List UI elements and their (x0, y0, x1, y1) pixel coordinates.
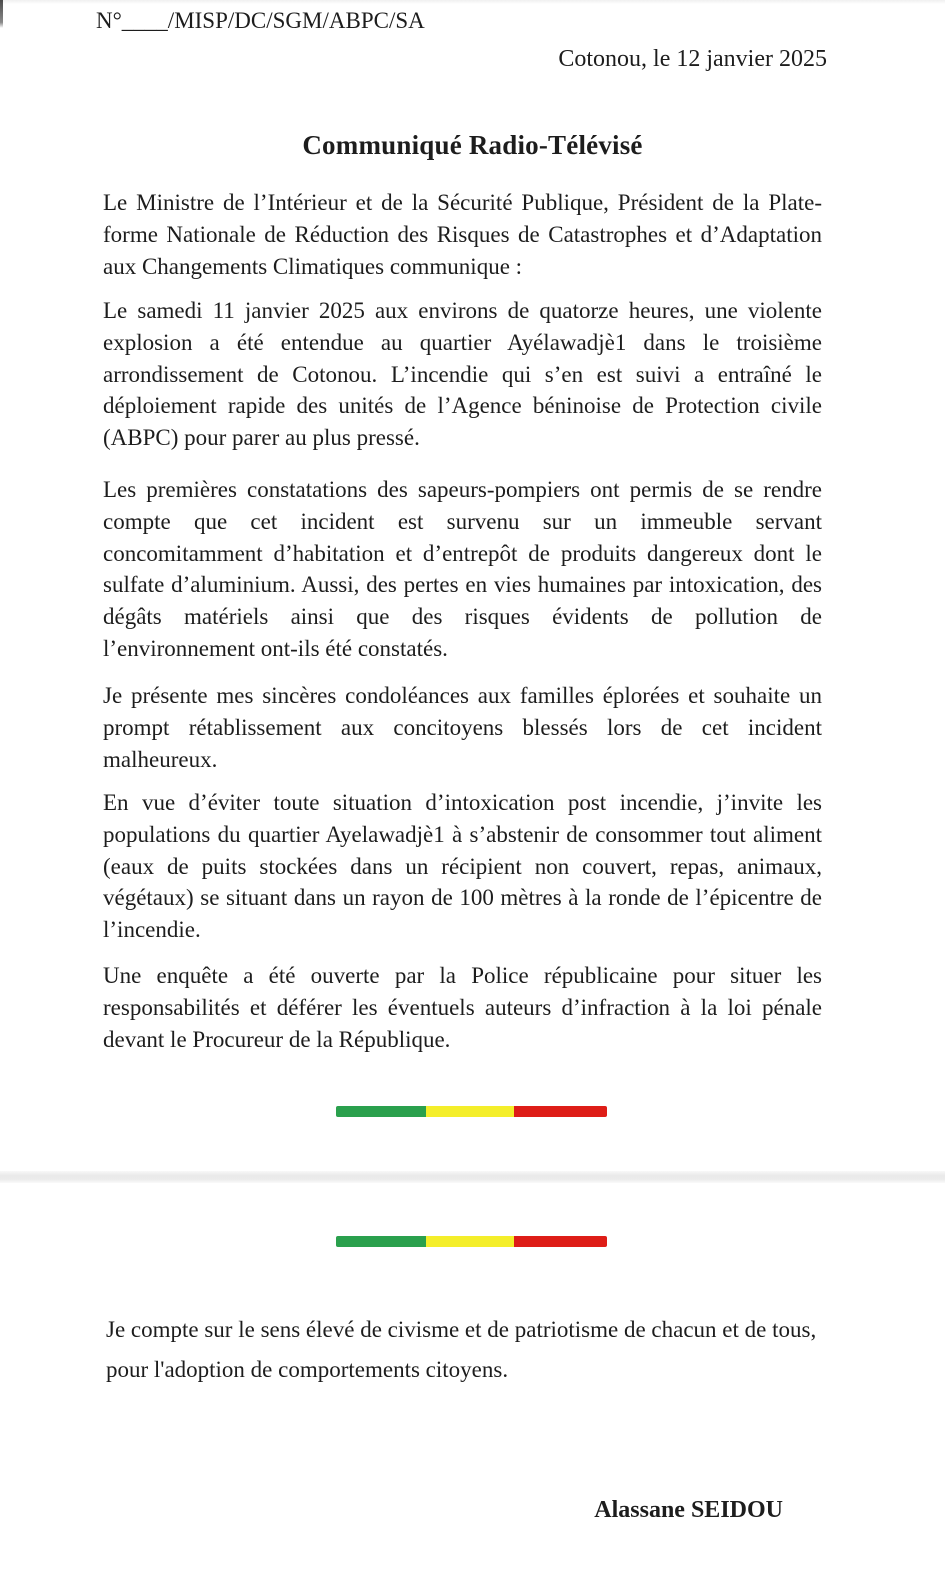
signatory-name: Alassane SEIDOU (594, 1497, 783, 1523)
paragraph-enquete: Une enquête a été ouverte par la Police républicaine pour situer les responsabilités et déférer les éventuels auteurs d’infraction à la loi pénale devant le Procureur de la République. (103, 963, 822, 1052)
closing-line-1: Je compte sur le sens élevé de civisme et de patriotisme de chacun et de tous, (106, 1317, 817, 1342)
scan-top-edge-artifact (0, 0, 945, 4)
flag-yellow-segment (426, 1236, 514, 1247)
flag-red-segment (514, 1236, 607, 1247)
paragraph-consignes: En vue d’éviter toute situation d’intoxication post incendie, j’invite les populations du quartier Ayelawadjè1 à s’abstenir de consommer tout aliment (eaux de puits stockées dans un récipient non couvert, repas, animaux, végétaux) se situant dans un rayon de 100 mètres à la ronde de l’épicentre de l’incendie. (103, 790, 822, 943)
closing-line-2: pour l'adoption de comportements citoyens. (106, 1357, 509, 1382)
flag-red-segment (514, 1106, 607, 1117)
document-title: Communiqué Radio-Télévisé (302, 130, 643, 160)
paragraph-condoleances: Je présente mes sincères condoléances aux familles éplorées et souhaite un prompt rétablissement aux concitoyens blessés lors de cet incident malheureux. (103, 683, 822, 772)
flag-green-segment (336, 1236, 426, 1247)
paragraph-constatations: Les premières constatations des sapeurs-pompiers ont permis de se rendre compte que cet incident est survenu sur un immeuble servant concomitamment d’habitation et d’entrepôt de produits dangereux dont le sulfate d’aluminium. Aussi, des pertes en vies humaines par intoxication, des dégâts matériels ainsi que des risques évidents de pollution de l’environnement ont-ils été constatés. (103, 477, 822, 661)
place-date-line: Cotonou, le 12 janvier 2025 (558, 46, 827, 72)
flag-green-segment (336, 1106, 426, 1117)
reference-number: N°____/MISP/DC/SGM/ABPC/SA (96, 8, 425, 33)
scan-corner-artifact (0, 0, 3, 28)
paragraph-intro: Le Ministre de l’Intérieur et de la Sécurité Publique, Président de la Plate-forme Nationale de Réduction des Risques de Catastrophes et d’Adaptation aux Changements Climatiques communique : (103, 190, 822, 279)
page-break-seam (0, 1171, 945, 1183)
benin-flag-divider-bottom (336, 1236, 607, 1247)
flag-yellow-segment (426, 1106, 514, 1117)
paragraph-incident: Le samedi 11 janvier 2025 aux environs de quatorze heures, une violente explosion a été entendue au quartier Ayélawadjè1 dans le troisième arrondissement de Cotonou. L’incendie qui s’en est suivi a entraîné le déploiement rapide des unités de l’Agence béninoise de Protection civile (ABPC) pour parer au plus pressé. (103, 298, 822, 451)
benin-flag-divider-top (336, 1106, 607, 1117)
